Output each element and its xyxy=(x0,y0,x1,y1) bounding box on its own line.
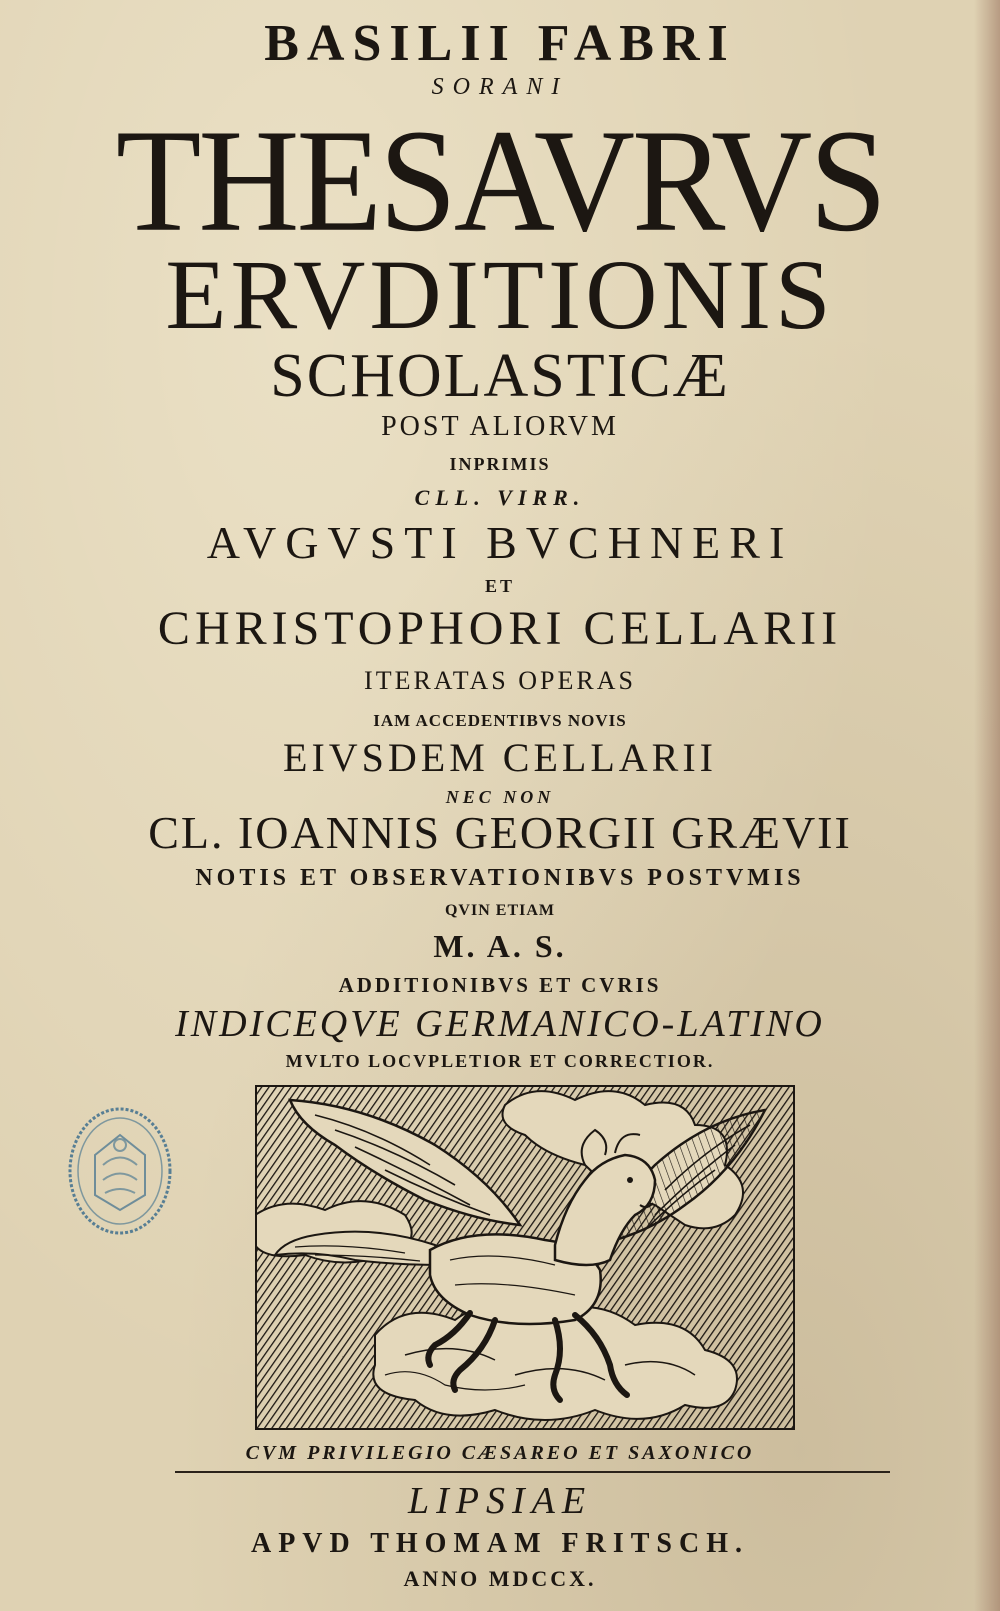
line-iam: IAM ACCEDENTIBVS NOVIS xyxy=(373,711,627,730)
line-quin-etiam: QVIN ETIAM xyxy=(444,902,555,919)
title-word-2: ERVDITIONIS xyxy=(165,239,835,350)
line-iteratas: ITERATAS OPERAS xyxy=(364,666,636,695)
divider-rule xyxy=(175,1471,890,1473)
line-et: ET xyxy=(484,576,515,596)
imprint-city: LIPSIAE xyxy=(407,1480,593,1522)
privilege-line: CVM PRIVILEGIO CÆSAREO ET SAXONICO xyxy=(245,1442,755,1464)
author-name: BASILII FABRI xyxy=(264,15,736,72)
imprint-printer: APVD THOMAM FRITSCH. xyxy=(250,1528,750,1559)
line-indice: INDICEQVE GERMANICO-LATINO xyxy=(175,1003,825,1045)
line-notis: NOTIS ET OBSERVATIONIBVS POSTVMIS xyxy=(195,865,805,891)
imprint-year: ANNO MDCCX. xyxy=(403,1566,597,1591)
author-origin: SORANI xyxy=(431,74,569,100)
initials: M. A. S. xyxy=(433,928,567,964)
line-inprimis: INPRIMIS xyxy=(449,454,551,474)
line-cll-virr: CLL. VIRR. xyxy=(414,485,586,510)
name-cellarius: CHRISTOPHORI CELLARII xyxy=(157,602,843,655)
name-graevius: CL. IOANNIS GEORGII GRÆVII xyxy=(148,807,852,858)
name-buchner: AVGVSTI BVCHNERI xyxy=(206,517,794,568)
line-multo: MVLTO LOCVPLETIOR ET CORRECTIOR. xyxy=(285,1051,715,1071)
line-post-aliorum: POST ALIORVM xyxy=(381,411,619,442)
pegasus-woodcut xyxy=(255,1085,795,1430)
line-nec-non: NEC NON xyxy=(445,787,555,807)
title-word-1: THESAVRVS xyxy=(115,99,885,263)
library-stamp xyxy=(65,1105,175,1237)
line-eiusdem: EIVSDEM CELLARII xyxy=(283,735,717,780)
title-word-3: SCHOLASTICÆ xyxy=(270,342,730,410)
line-additionibus: ADDITIONIBVS ET CVRIS xyxy=(338,973,662,997)
